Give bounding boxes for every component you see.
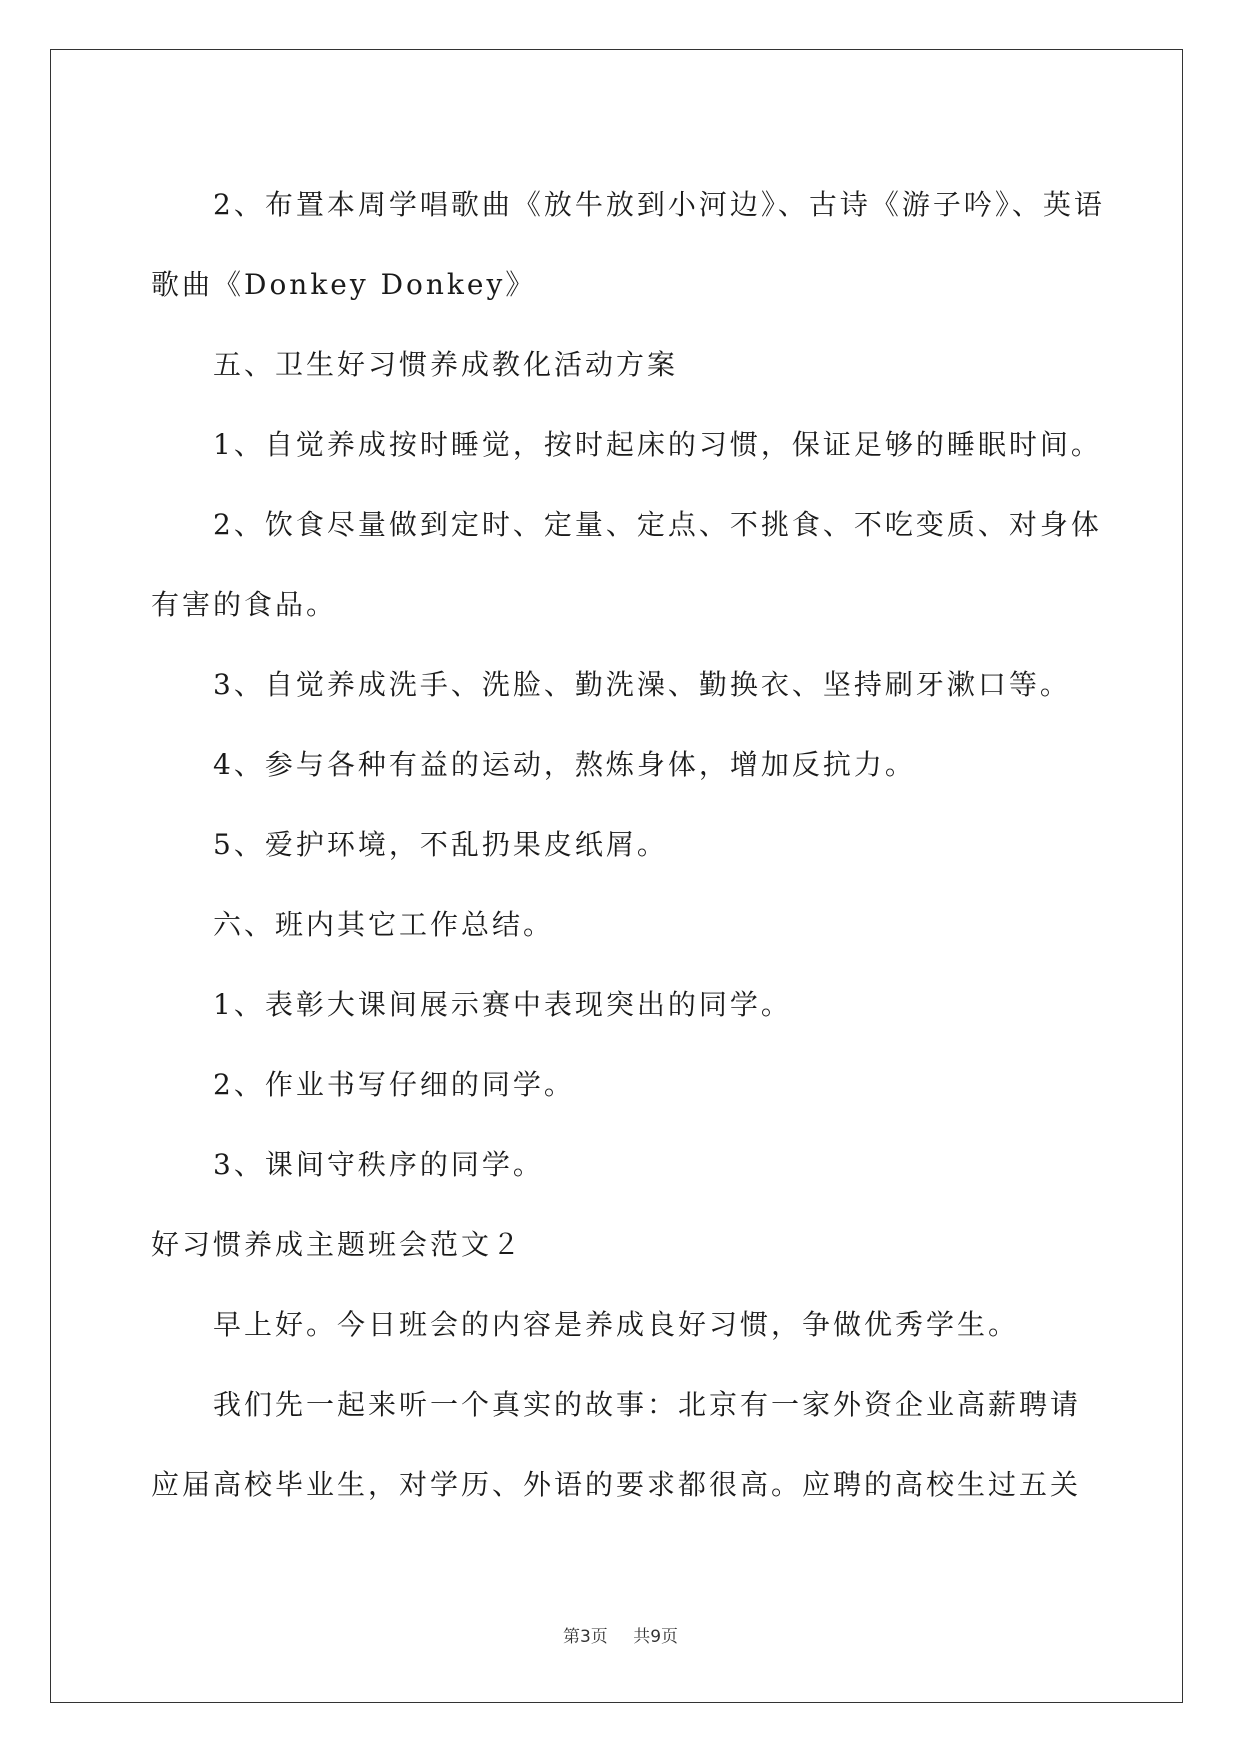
document-title [151,1205,1086,1285]
paragraph [151,1045,1086,1125]
text-line: 3、自觉养成洗手、洗脸、勤洗澡、勤换衣、坚持刷牙漱口等。 [213,668,1071,701]
section-heading [151,325,1086,405]
text-line: 五、卫生好习惯养成教化活动方案 [213,348,679,381]
text-line: 2、作业书写仔细的同学。 [213,1068,575,1101]
text-line: 2、饮食尽量做到定时、定量、定点、不挑食、不吃变质、对身体 [213,508,1102,541]
text-line: 1、表彰大课间展示赛中表现突出的同学。 [213,988,792,1021]
text-line: 5、爱护环境，不乱扔果皮纸屑。 [213,828,668,861]
paragraph [151,645,1086,725]
page-footer [0,1622,1241,1647]
page-total: 共9页 [633,1627,679,1647]
text-line: 六、班内其它工作总结。 [213,908,555,941]
paragraph [151,725,1086,805]
text-line: 有害的食品。 [151,588,338,621]
text-line: 歌曲《Donkey Donkey》 [151,268,537,301]
paragraph [151,1285,1086,1365]
paragraph [151,1365,1086,1525]
text-line: 4、参与各种有益的运动，熬炼身体，增加反抗力。 [213,748,916,781]
paragraph [151,1125,1086,1205]
paragraph [151,965,1086,1045]
text-line: 3、课间守秩序的同学。 [213,1148,544,1181]
paragraph [151,485,1102,645]
section-heading [151,885,1086,965]
paragraph [151,405,1102,485]
text-line: 1、自觉养成按时睡觉，按时起床的习惯，保证足够的睡眠时间。 [213,428,1102,461]
text-line: 应届高校毕业生，对学历、外语的要求都很高。应聘的高校生过五关 [151,1468,1082,1501]
text-line: 早上好。今日班会的内容是养成良好习惯，争做优秀学生。 [213,1308,1020,1341]
text-line: 2、布置本周学唱歌曲《放牛放到小河边》、古诗《游子吟》、英语 [213,188,1105,221]
document-body [151,165,1105,1525]
page-number: 第3页 [562,1627,608,1647]
paragraph [151,165,1105,325]
text-line: 我们先一起来听一个真实的故事：北京有一家外资企业高薪聘请 [213,1388,1082,1421]
paragraph [151,805,1086,885]
text-line: 好习惯养成主题班会范文２ [151,1228,524,1261]
